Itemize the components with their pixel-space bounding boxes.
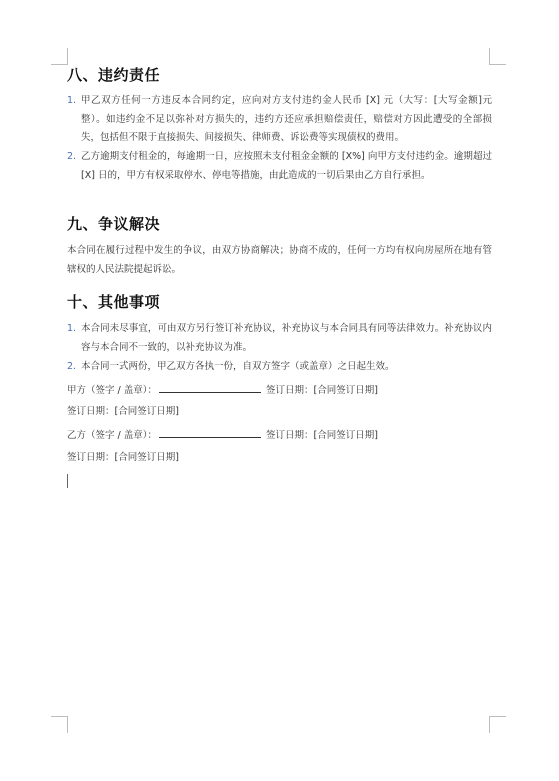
section-8-item-2 <box>67 148 492 185</box>
party-b-signature-line <box>67 428 378 443</box>
list-number: 2. <box>67 151 77 162</box>
list-number: 2. <box>67 361 77 372</box>
party-a-signature-blank[interactable] <box>159 383 261 393</box>
section-8-heading: 八、违约责任 <box>67 66 161 84</box>
party-b-date: 签订日期：[合同签订日期] <box>266 430 378 441</box>
list-number: 1. <box>67 95 77 106</box>
party-a-label: 甲方（签字 / 盖章）： <box>67 385 157 396</box>
page-corner-mark-top-left <box>51 48 68 65</box>
list-item-text: 乙方逾期支付租金的，每逾期一日，应按照未支付租金金额的 [X%] 向甲方支付违约金。逾期超过 [X] 日的，甲方有权采取停水、停电等措施，由此造成的一切后果由乙方自行承担。 <box>81 151 492 181</box>
list-item-text: 本合同未尽事宜，可由双方另行签订补充协议，补充协议与本合同具有同等法律效力。补充协议内容与本合同不一致的，以补充协议为准。 <box>81 323 492 353</box>
section-10-item-1 <box>67 320 492 357</box>
party-a-date: 签订日期：[合同签订日期] <box>266 385 378 396</box>
list-item-text: 甲乙双方任何一方违反本合同约定，应向对方支付违约金人民币 [X] 元（大写：[大写金额]元整）。如违约金不足以弥补对方损失的，违约方还应承担赔偿责任，赔偿对方因此遭受的全部损失，包括但不限于直接损失、间接损失、律师费、诉讼费等实现债权的费用。 <box>81 95 492 143</box>
section-10-item-2 <box>67 358 492 377</box>
party-b-signature-blank[interactable] <box>159 428 261 438</box>
party-a-date-line: 签订日期：[合同签订日期] <box>67 406 179 417</box>
section-9-paragraph: 本合同在履行过程中发生的争议，由双方协商解决；协商不成的，任何一方均有权向房屋所在地有管辖权的人民法院提起诉讼。 <box>67 245 492 275</box>
page-corner-mark-bottom-left <box>51 716 68 733</box>
list-number: 1. <box>67 323 77 334</box>
section-10-heading: 十、其他事项 <box>67 293 161 311</box>
page-corner-mark-top-right <box>489 48 506 65</box>
page-corner-mark-bottom-right <box>489 716 506 733</box>
section-9-heading: 九、争议解决 <box>67 215 161 233</box>
party-b-label: 乙方（签字 / 盖章）： <box>67 430 157 441</box>
party-a-signature-line <box>67 383 378 398</box>
list-item-text: 本合同一式两份，甲乙双方各执一份，自双方签字（或盖章）之日起生效。 <box>81 361 395 372</box>
text-cursor <box>67 474 68 488</box>
section-8-item-1 <box>67 92 492 148</box>
party-b-date-line: 签订日期：[合同签订日期] <box>67 452 179 463</box>
